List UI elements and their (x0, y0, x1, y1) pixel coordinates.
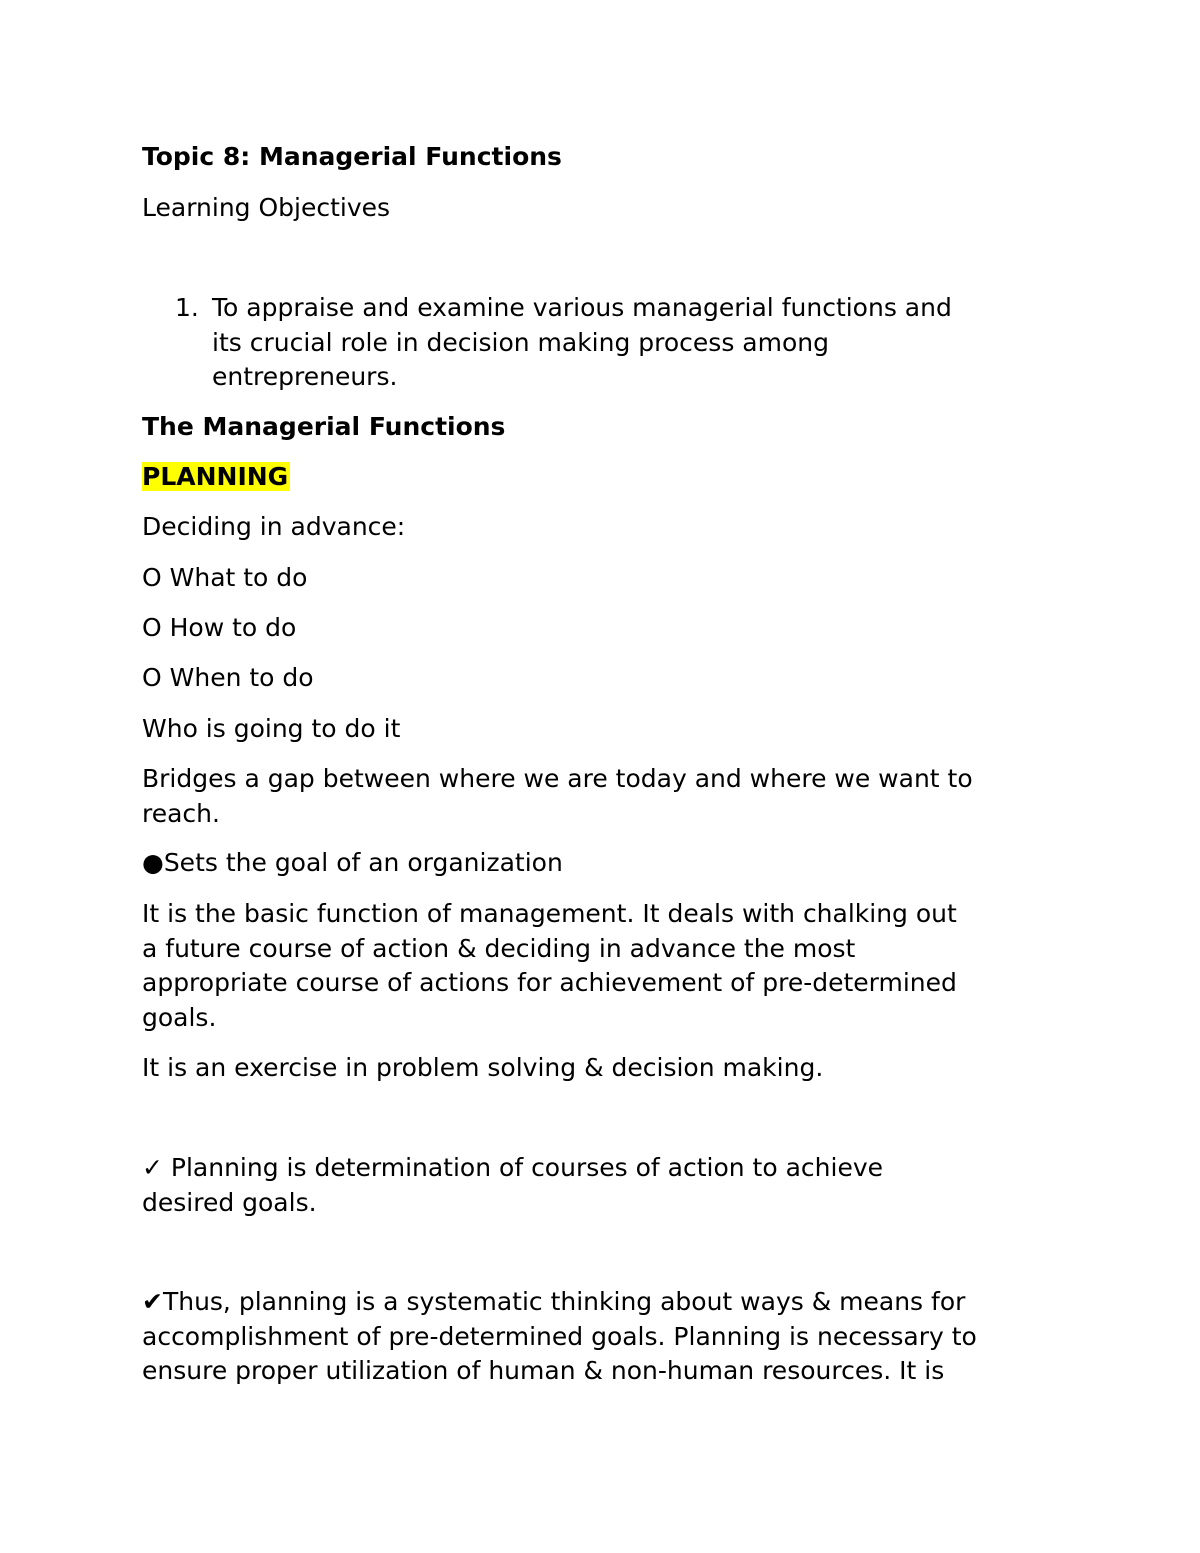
deciding-intro: Deciding in advance: (142, 512, 406, 541)
basic-function-paragraph (142, 897, 957, 1035)
objective-line: its crucial role in decision making process among (212, 327, 829, 357)
objective-text (212, 291, 952, 395)
paragraph-line: goals. (142, 1002, 217, 1032)
objective-line: entrepreneurs. (212, 362, 398, 391)
paragraph-line: accomplishment of pre-determined goals. Planning is necessary to (142, 1321, 977, 1351)
deciding-item: O How to do (142, 613, 297, 642)
learning-objectives-heading: Learning Objectives (142, 193, 391, 222)
paragraph-line: ensure proper utilization of human & non-human resources. It is (142, 1356, 945, 1385)
check-paragraph-2 (142, 1285, 977, 1389)
paragraph-line: appropriate course of actions for achievement of pre-determined (142, 968, 957, 997)
document-title: Topic 8: Managerial Functions (142, 142, 562, 171)
paragraph-line: ✓ Planning is determination of courses of action to achieve (142, 1153, 884, 1182)
exercise-line: It is an exercise in problem solving & decision making. (142, 1053, 824, 1082)
deciding-item: O When to do (142, 663, 314, 692)
deciding-item: O What to do (142, 563, 308, 592)
section-heading: The Managerial Functions (142, 412, 506, 441)
bullet-line: ●Sets the goal of an organization (142, 848, 563, 877)
planning-heading (142, 460, 290, 495)
list-number: 1. (175, 293, 199, 322)
bridges-paragraph (142, 762, 973, 831)
paragraph-line: Bridges a gap between where we are today and where we want to (142, 764, 973, 793)
paragraph-line: ✔Thus, planning is a systematic thinking about ways & means for (142, 1287, 966, 1316)
paragraph-line: reach. (142, 798, 220, 828)
paragraph-line: a future course of action & deciding in advance the most (142, 933, 856, 963)
who-line: Who is going to do it (142, 714, 401, 743)
paragraph-line: desired goals. (142, 1187, 317, 1217)
check-paragraph-1 (142, 1151, 883, 1220)
paragraph-line: It is the basic function of management. It deals with chalking out (142, 899, 957, 928)
planning-highlight: PLANNING (142, 462, 289, 491)
objective-line: To appraise and examine various managerial functions and (212, 293, 952, 322)
